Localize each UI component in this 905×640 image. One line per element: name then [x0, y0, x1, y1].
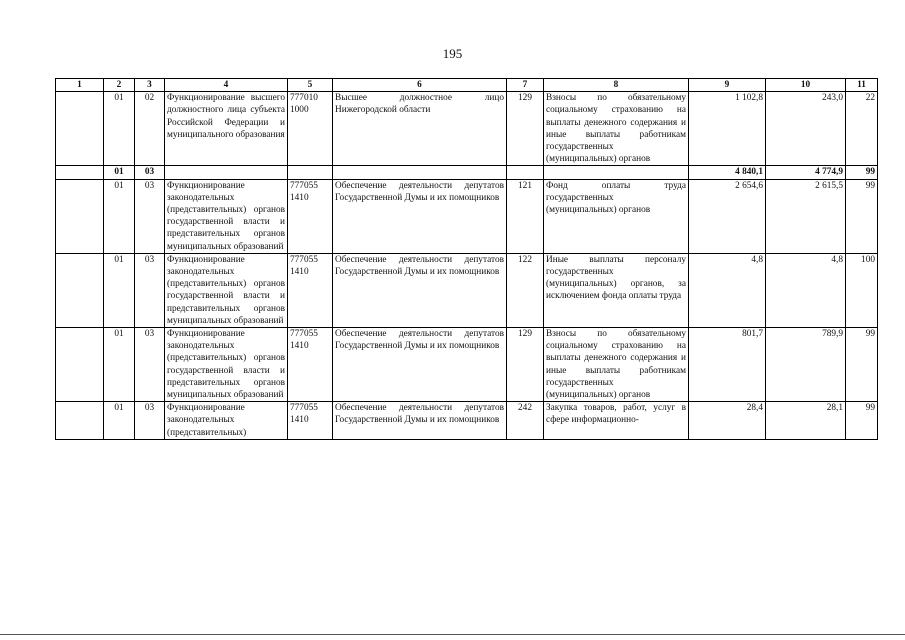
cell-expense-type: 129 [507, 92, 544, 166]
cell-section: 01 [104, 328, 135, 402]
table-row [56, 402, 878, 440]
cell-plan: 4 840,1 [689, 166, 766, 179]
table-row [56, 253, 878, 327]
cell-expense-name: Закупка товаров, работ, услуг в сфере информационно- [544, 402, 689, 440]
cell-plan: 2 654,6 [689, 179, 766, 253]
cell-expense-name: Взносы по обязательному социальному страхованию на выплаты денежного содержания и иные выплаты работникам государственных (муниципальных) органов [544, 92, 689, 166]
cell-subsection: 02 [135, 92, 165, 166]
cell-executed: 4 774,9 [766, 166, 846, 179]
cell-expense-type: 121 [507, 179, 544, 253]
cell-target-article: 777010 1000 [288, 92, 333, 166]
cell-percent: 99 [846, 402, 878, 440]
column-header-row [56, 79, 878, 92]
cell-blank [56, 253, 104, 327]
cell-blank [507, 166, 544, 179]
cell-article-name: Обеспечение деятельности депутатов Государственной Думы и их помощников [333, 253, 507, 327]
cell-article-name: Обеспечение деятельности депутатов Государственной Думы и их помощников [333, 179, 507, 253]
column-header: 6 [333, 79, 507, 92]
column-header: 10 [766, 79, 846, 92]
cell-blank [56, 328, 104, 402]
cell-blank [56, 179, 104, 253]
cell-target-article: 777055 1410 [288, 253, 333, 327]
cell-blank [333, 166, 507, 179]
cell-executed: 4,8 [766, 253, 846, 327]
cell-expense-name: Фонд оплаты труда государственных (муниципальных) органов [544, 179, 689, 253]
cell-article-name: Обеспечение деятельности депутатов Государственной Думы и их помощников [333, 402, 507, 440]
cell-expense-type: 129 [507, 328, 544, 402]
column-header: 4 [165, 79, 288, 92]
cell-target-article: 777055 1410 [288, 328, 333, 402]
cell-section-name: Функционирование высшего должностного лица субъекта Российской Федерации и муниципального образования [165, 92, 288, 166]
cell-plan: 1 102,8 [689, 92, 766, 166]
cell-blank [56, 166, 104, 179]
cell-expense-type: 242 [507, 402, 544, 440]
cell-blank [544, 166, 689, 179]
cell-target-article: 777055 1410 [288, 402, 333, 440]
table-total-row [56, 166, 878, 179]
cell-percent: 99 [846, 166, 878, 179]
cell-percent: 100 [846, 253, 878, 327]
cell-expense-type: 122 [507, 253, 544, 327]
cell-executed: 2 615,5 [766, 179, 846, 253]
cell-percent: 99 [846, 328, 878, 402]
budget-execution-table [55, 78, 878, 440]
cell-article-name: Обеспечение деятельности депутатов Государственной Думы и их помощников [333, 328, 507, 402]
cell-subsection: 03 [135, 253, 165, 327]
table-row [56, 92, 878, 166]
cell-executed: 789,9 [766, 328, 846, 402]
cell-expense-name: Взносы по обязательному социальному страхованию на выплаты денежного содержания и иные выплаты работникам государственных (муниципальных) органов [544, 328, 689, 402]
cell-section-name: Функционирование законодательных (представительных) [165, 402, 288, 440]
column-header: 9 [689, 79, 766, 92]
table-row [56, 179, 878, 253]
page-bottom-rule [0, 634, 905, 635]
cell-subsection: 03 [135, 179, 165, 253]
column-header: 8 [544, 79, 689, 92]
column-header: 7 [507, 79, 544, 92]
cell-section: 01 [104, 92, 135, 166]
table-row [56, 328, 878, 402]
column-header: 3 [135, 79, 165, 92]
cell-subsection: 03 [135, 402, 165, 440]
cell-section-name: Функционирование законодательных (представительных) органов государственной власти и представительных органов муниципальных образований [165, 253, 288, 327]
cell-plan: 4,8 [689, 253, 766, 327]
cell-expense-name: Иные выплаты персоналу государственных (муниципальных) органов, за исключением фонда оплаты труда [544, 253, 689, 327]
cell-percent: 22 [846, 92, 878, 166]
cell-blank [165, 166, 288, 179]
cell-subsection: 03 [135, 166, 165, 179]
cell-section-name: Функционирование законодательных (представительных) органов государственной власти и представительных органов муниципальных образований [165, 328, 288, 402]
column-header: 1 [56, 79, 104, 92]
cell-subsection: 03 [135, 328, 165, 402]
cell-target-article: 777055 1410 [288, 179, 333, 253]
cell-article-name: Высшее должностное лицо Нижегородской области [333, 92, 507, 166]
cell-executed: 28,1 [766, 402, 846, 440]
cell-executed: 243,0 [766, 92, 846, 166]
cell-blank [288, 166, 333, 179]
cell-section: 01 [104, 179, 135, 253]
cell-plan: 801,7 [689, 328, 766, 402]
cell-section-name: Функционирование законодательных (представительных) органов государственной власти и представительных органов муниципальных образований [165, 179, 288, 253]
cell-percent: 99 [846, 179, 878, 253]
page-number: 195 [442, 46, 463, 61]
column-header: 2 [104, 79, 135, 92]
cell-blank [56, 402, 104, 440]
column-header: 11 [846, 79, 878, 92]
cell-blank [56, 92, 104, 166]
cell-section: 01 [104, 253, 135, 327]
cell-plan: 28,4 [689, 402, 766, 440]
cell-section: 01 [104, 402, 135, 440]
column-header: 5 [288, 79, 333, 92]
cell-section: 01 [104, 166, 135, 179]
